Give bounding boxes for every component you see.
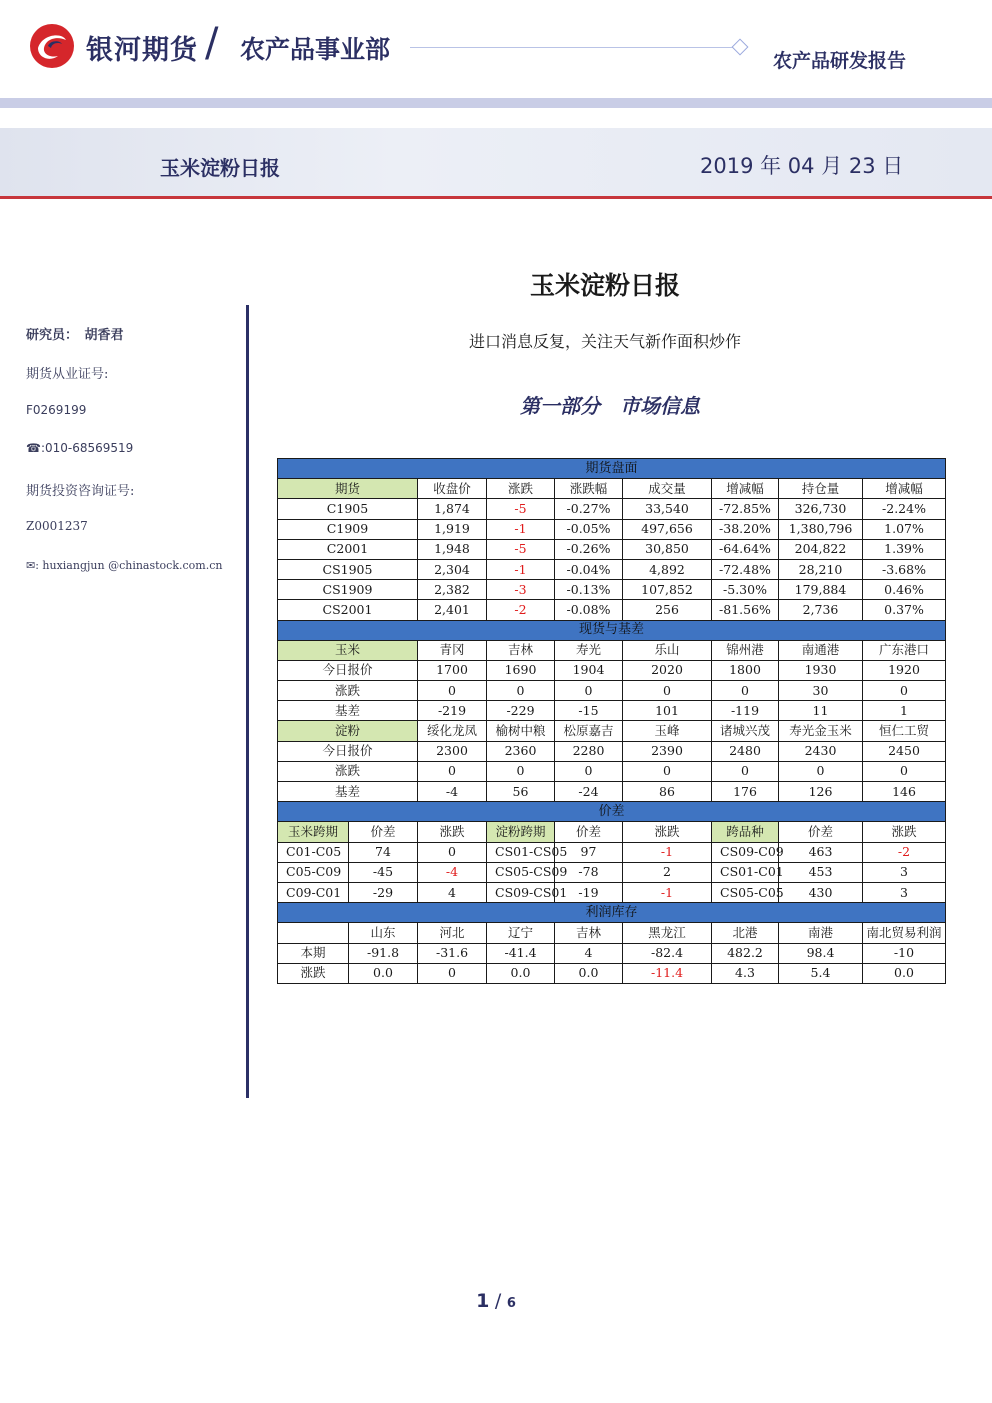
table-cell: 2020	[623, 660, 712, 680]
column-header: 山东	[349, 923, 418, 943]
column-header: 寿光金玉米	[779, 721, 863, 741]
table-cell: 86	[623, 782, 712, 802]
table-cell: CS01-CS05	[487, 842, 555, 862]
table-cell: 0.0	[863, 963, 946, 983]
table-cell: -78	[555, 862, 623, 882]
table-cell: 28,210	[779, 559, 863, 579]
table-row	[278, 741, 946, 761]
column-header: 乐山	[623, 640, 712, 660]
table-cell: 101	[623, 701, 712, 721]
row-label: 涨跌	[278, 963, 349, 983]
table-cell: CS05-CS09	[487, 862, 555, 882]
table-cell: -72.85%	[712, 499, 779, 519]
section-heading: 第一部分 市场信息	[520, 394, 700, 418]
table-cell: 497,656	[623, 519, 712, 539]
section-row	[278, 903, 946, 923]
column-header: 诸城兴茂	[712, 721, 779, 741]
galaxy-logo-icon	[28, 22, 76, 70]
top-header	[0, 0, 992, 98]
report-date: 2019 年 04 月 23 日	[700, 154, 904, 178]
column-header: 寿光	[555, 640, 623, 660]
column-header: 吉林	[555, 923, 623, 943]
column-header: 淀粉	[278, 721, 418, 741]
table-row	[278, 681, 946, 701]
header-row	[278, 640, 946, 660]
column-header: 收盘价	[418, 479, 487, 499]
row-label: 涨跌	[278, 681, 418, 701]
page-current: 1	[476, 1290, 490, 1312]
table-cell: 2,382	[418, 580, 487, 600]
table-cell: -5	[487, 499, 555, 519]
table-cell: 0.46%	[863, 580, 946, 600]
table-cell: -81.56%	[712, 600, 779, 620]
column-header: 价差	[349, 822, 418, 842]
consult-license-number: Z0001237	[26, 519, 88, 533]
table-cell: 1904	[555, 660, 623, 680]
table-cell: 4.3	[712, 963, 779, 983]
table-cell: 74	[349, 842, 418, 862]
table-cell: 482.2	[712, 943, 779, 963]
table-cell: -1	[623, 842, 712, 862]
column-header: 榆树中粮	[487, 721, 555, 741]
column-header: 锦州港	[712, 640, 779, 660]
column-header: 玉米	[278, 640, 418, 660]
header-row	[278, 479, 946, 499]
table-cell: 0	[487, 681, 555, 701]
table-cell: -5.30%	[712, 580, 779, 600]
document-title: 玉米淀粉日报	[529, 271, 680, 300]
table-cell: -2	[863, 842, 946, 862]
column-header: 吉林	[487, 640, 555, 660]
table-row	[278, 862, 946, 882]
sidebar-divider	[246, 305, 249, 1098]
table-cell: -0.08%	[555, 600, 623, 620]
table-cell: 0	[487, 761, 555, 781]
table-cell: -64.64%	[712, 539, 779, 559]
header-row	[278, 721, 946, 741]
column-header: 价差	[779, 822, 863, 842]
table-cell: 11	[779, 701, 863, 721]
table-row	[278, 701, 946, 721]
table-cell: 1,919	[418, 519, 487, 539]
table-cell: -5	[487, 539, 555, 559]
table-cell: -1	[487, 519, 555, 539]
table-cell: 1.39%	[863, 539, 946, 559]
column-header: 增减幅	[712, 479, 779, 499]
table-cell: CS01-C01	[712, 862, 779, 882]
table-cell: 2390	[623, 741, 712, 761]
row-label: 本期	[278, 943, 349, 963]
table-cell: 0	[555, 681, 623, 701]
table-cell: -10	[863, 943, 946, 963]
section-title-futures: 期货盘面	[278, 459, 946, 479]
row-label: 今日报价	[278, 660, 418, 680]
header-stripe	[0, 98, 992, 108]
contract-code: C1909	[278, 519, 418, 539]
column-header: 增减幅	[863, 479, 946, 499]
column-header: 恒仁工贸	[863, 721, 946, 741]
table-row	[278, 882, 946, 902]
column-header: 绥化龙凤	[418, 721, 487, 741]
table-cell: -4	[418, 782, 487, 802]
table-cell: 204,822	[779, 539, 863, 559]
column-header: 淀粉跨期	[487, 822, 555, 842]
email-link[interactable]: ✉: huxiangjun @chinastock.com.cn	[26, 559, 223, 572]
table-row	[278, 963, 946, 983]
table-cell: 2	[623, 862, 712, 882]
table-cell: -3.68%	[863, 559, 946, 579]
brand-separator: /	[205, 20, 219, 66]
contract-code: C1905	[278, 499, 418, 519]
section-title-spread: 价差	[278, 802, 946, 822]
column-header: 涨跌幅	[555, 479, 623, 499]
table-cell: 126	[779, 782, 863, 802]
table-cell: 0.0	[487, 963, 555, 983]
column-header: 黑龙江	[623, 923, 712, 943]
table-row	[278, 943, 946, 963]
table-cell: -91.8	[349, 943, 418, 963]
table-cell: -0.26%	[555, 539, 623, 559]
page-separator: /	[494, 1290, 502, 1312]
license-number: F0269199	[26, 403, 87, 417]
table-cell: -2	[487, 600, 555, 620]
band-title: 玉米淀粉日报	[160, 156, 280, 180]
table-cell: 0	[418, 761, 487, 781]
column-header: 辽宁	[487, 923, 555, 943]
table-cell: -119	[712, 701, 779, 721]
table-cell: 1930	[779, 660, 863, 680]
table-cell: 0	[623, 761, 712, 781]
consult-license-label: 期货投资咨询证号:	[26, 484, 135, 499]
table-cell: 1,948	[418, 539, 487, 559]
table-cell: 56	[487, 782, 555, 802]
table-cell: -4	[418, 862, 487, 882]
table-cell: 0	[418, 963, 487, 983]
column-header	[278, 923, 349, 943]
table-row	[278, 761, 946, 781]
column-header: 涨跌	[863, 822, 946, 842]
column-header: 跨品种	[712, 822, 779, 842]
table-cell: 0.0	[349, 963, 418, 983]
table-cell: 0	[712, 761, 779, 781]
column-header: 青冈	[418, 640, 487, 660]
table-cell: 0.0	[555, 963, 623, 983]
table-cell: 1920	[863, 660, 946, 680]
row-label: 基差	[278, 701, 418, 721]
contract-code: CS1905	[278, 559, 418, 579]
column-header: 期货	[278, 479, 418, 499]
row-label: 今日报价	[278, 741, 418, 761]
department-name: 农产品事业部	[240, 35, 391, 64]
table-row	[278, 660, 946, 680]
table-cell: 146	[863, 782, 946, 802]
table-cell: 2300	[418, 741, 487, 761]
column-header: 广东港口	[863, 640, 946, 660]
table-cell: 1.07%	[863, 519, 946, 539]
table-cell: 0.37%	[863, 600, 946, 620]
table-cell: 97	[555, 842, 623, 862]
header-row	[278, 822, 946, 842]
column-header: 涨跌	[623, 822, 712, 842]
table-row	[278, 842, 946, 862]
column-header: 河北	[418, 923, 487, 943]
table-cell: -0.27%	[555, 499, 623, 519]
table-row	[278, 519, 946, 539]
license-label: 期货从业证号:	[26, 367, 109, 382]
researcher-name: 研究员： 胡香君	[26, 328, 124, 343]
table-cell: 30	[779, 681, 863, 701]
table-row	[278, 580, 946, 600]
table-cell: 4,892	[623, 559, 712, 579]
table-cell: 326,730	[779, 499, 863, 519]
table-cell: 2450	[863, 741, 946, 761]
table-cell: 3	[863, 882, 946, 902]
column-header: 持仓量	[779, 479, 863, 499]
column-header: 北港	[712, 923, 779, 943]
table-row	[278, 539, 946, 559]
table-cell: -1	[623, 882, 712, 902]
table-cell: 5.4	[779, 963, 863, 983]
table-row	[278, 782, 946, 802]
table-row	[278, 600, 946, 620]
table-row	[278, 499, 946, 519]
table-cell: 430	[779, 882, 863, 902]
market-info-table	[277, 458, 946, 984]
table-cell: 0	[712, 681, 779, 701]
table-cell: -219	[418, 701, 487, 721]
column-header: 松原嘉吉	[555, 721, 623, 741]
table-cell: -0.05%	[555, 519, 623, 539]
table-cell: 4	[555, 943, 623, 963]
table-cell: -0.04%	[555, 559, 623, 579]
table-cell: 176	[712, 782, 779, 802]
table-cell: 2480	[712, 741, 779, 761]
table-cell: C01-C05	[278, 842, 349, 862]
diamond-icon	[732, 39, 749, 56]
row-label: 涨跌	[278, 761, 418, 781]
row-label: 基差	[278, 782, 418, 802]
column-header: 涨跌	[418, 822, 487, 842]
column-header: 玉米跨期	[278, 822, 349, 842]
table-cell: 179,884	[779, 580, 863, 600]
table-cell: -38.20%	[712, 519, 779, 539]
contract-code: CS1909	[278, 580, 418, 600]
table-cell: -2.24%	[863, 499, 946, 519]
section-title-profit: 利润库存	[278, 903, 946, 923]
table-cell: 2,304	[418, 559, 487, 579]
table-cell: -11.4	[623, 963, 712, 983]
column-header: 南港	[779, 923, 863, 943]
table-cell: CS09-C09	[712, 842, 779, 862]
column-header: 涨跌	[487, 479, 555, 499]
title-band-underline	[0, 196, 992, 199]
phone-number: ☎:010-68569519	[26, 441, 134, 455]
table-cell: CS09-CS01	[487, 882, 555, 902]
table-cell: -229	[487, 701, 555, 721]
table-cell: 2360	[487, 741, 555, 761]
table-cell: 2,401	[418, 600, 487, 620]
table-cell: -0.13%	[555, 580, 623, 600]
table-cell: 33,540	[623, 499, 712, 519]
table-row	[278, 559, 946, 579]
table-cell: 1,874	[418, 499, 487, 519]
report-type: 农产品研发报告	[773, 50, 907, 72]
table-cell: 453	[779, 862, 863, 882]
table-cell: 1,380,796	[779, 519, 863, 539]
section-row	[278, 802, 946, 822]
document-subtitle: 进口消息反复，关注天气新作面积炒作	[468, 332, 741, 351]
table-cell: 98.4	[779, 943, 863, 963]
table-cell: C05-C09	[278, 862, 349, 882]
table-cell: 0	[418, 681, 487, 701]
column-header: 南北贸易利润	[863, 923, 946, 943]
table-cell: 1	[863, 701, 946, 721]
page-total: 6	[506, 1296, 516, 1311]
table-cell: 256	[623, 600, 712, 620]
table-cell: -29	[349, 882, 418, 902]
table-cell: C09-C01	[278, 882, 349, 902]
table-cell: 4	[418, 882, 487, 902]
table-cell: 0	[863, 681, 946, 701]
section-row	[278, 620, 946, 640]
section-row	[278, 459, 946, 479]
table-cell: -41.4	[487, 943, 555, 963]
table-cell: 30,850	[623, 539, 712, 559]
column-header: 成交量	[623, 479, 712, 499]
table-cell: -19	[555, 882, 623, 902]
header-divider	[410, 47, 735, 48]
header-row	[278, 923, 946, 943]
table-cell: -31.6	[418, 943, 487, 963]
page-number	[440, 1290, 552, 1312]
table-cell: 1690	[487, 660, 555, 680]
table-cell: -45	[349, 862, 418, 882]
table-cell: -1	[487, 559, 555, 579]
column-header: 南通港	[779, 640, 863, 660]
table-cell: 0	[623, 681, 712, 701]
table-cell: -3	[487, 580, 555, 600]
section-title-spot: 现货与基差	[278, 620, 946, 640]
contract-code: CS2001	[278, 600, 418, 620]
column-header: 价差	[555, 822, 623, 842]
contract-code: C2001	[278, 539, 418, 559]
table-cell: 0	[779, 761, 863, 781]
table-cell: -72.48%	[712, 559, 779, 579]
table-cell: CS05-C05	[712, 882, 779, 902]
table-cell: 3	[863, 862, 946, 882]
table-cell: 2,736	[779, 600, 863, 620]
table-cell: 107,852	[623, 580, 712, 600]
column-header: 玉峰	[623, 721, 712, 741]
table-cell: 0	[418, 842, 487, 862]
table-cell: 463	[779, 842, 863, 862]
table-cell: 0	[555, 761, 623, 781]
table-cell: 2280	[555, 741, 623, 761]
table-cell: 2430	[779, 741, 863, 761]
table-cell: -82.4	[623, 943, 712, 963]
brand-name: 银河期货	[86, 35, 198, 66]
table-cell: -15	[555, 701, 623, 721]
table-cell: -24	[555, 782, 623, 802]
table-cell: 1700	[418, 660, 487, 680]
table-cell: 1800	[712, 660, 779, 680]
table-cell: 0	[863, 761, 946, 781]
